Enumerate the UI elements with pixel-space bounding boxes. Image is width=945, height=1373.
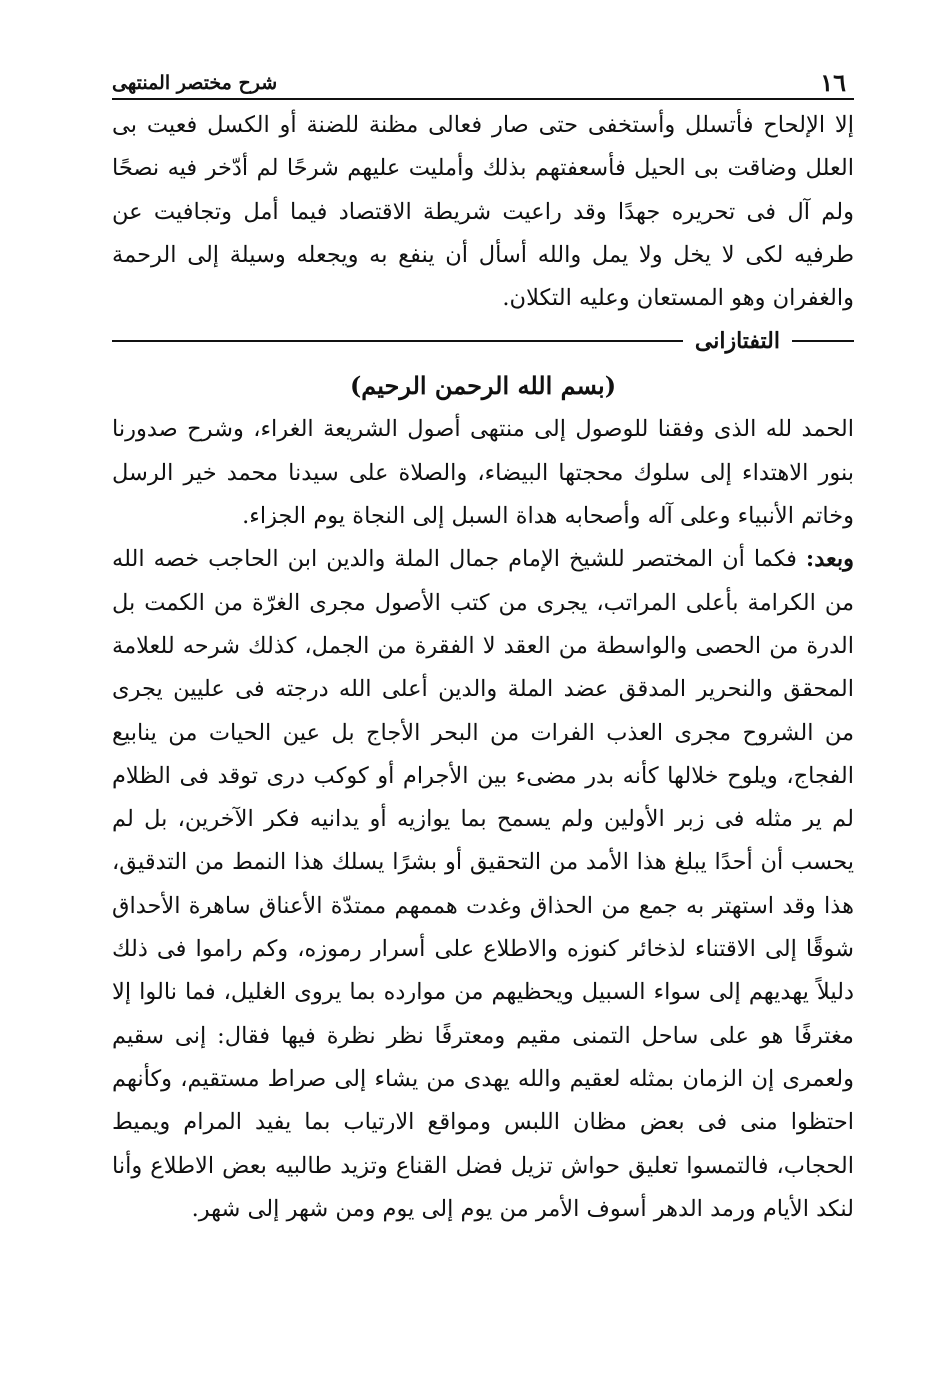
main-paragraph-lead: وبعد: — [805, 546, 854, 573]
book-title: شرح مختصر المنتهى — [112, 72, 278, 94]
page-number: ١٦ — [820, 68, 846, 97]
intro-paragraph: إلا الإلحاح فأتسلل وأستخفى حتى صار فعالى مظنة للضنة أو الكسل فعيت بى العلل وضاقت بى الحيل فأسعفتهم بذلك وأمليت عليهم شرحًا لم أدّخر فيه نصحًا ولم آل فى تحريره جهدًا وقد راعيت شريطة الاقتصاد فيما أمل وتجافيت عن طرفيه لكى لا يخل ولا يمل والله أسأل أن ينفع به ويجعله وسيلة إلى الرحمة والغفران وهو المستعان وعليه التكلان. — [112, 112, 854, 312]
basmala: (بسم الله الرحمن الرحيم) — [349, 371, 617, 401]
main-paragraph — [112, 538, 854, 1231]
section-heading-label: التفتازانى — [694, 328, 780, 355]
heading-rule-right — [792, 340, 854, 342]
hamd-paragraph: الحمد لله الذى وفقنا للوصول إلى منتهى أصول الشريعة الغراء، وشرح صدورنا بنور الاهتداء إلى سلوك محجتها البيضاء، والصلاة على سيدنا محمد خير الرسل وخاتم الأنبياء وعلى آله وأصحابه هداة السبل إلى النجاة يوم الجزاء. — [112, 416, 854, 530]
heading-rule-left — [112, 340, 683, 342]
section-heading — [112, 324, 854, 358]
book-page — [112, 62, 854, 1231]
running-header — [112, 62, 854, 100]
main-paragraph-text: فكما أن المختصر للشيخ الإمام جمال الملة والدين ابن الحاجب خصه الله من الكرامة بأعلى المراتب، يجرى من كتب الأصول مجرى الغرّة من الكمت بل الدرة من الحصى والواسطة من العقد لا الفقرة من الجمل، كذلك شرحه للعلامة المحقق والنحرير المدقق عضد الملة والدين أعلى الله درجته فى عليين يجرى من الشروح مجرى العذب الفرات من البحر الأجاج بل عين الحيات من ينابيع الفجاج، ويلوح خلالها كأنه بدر مضىء بين الأجرام أو كوكب درى توقد فى الظلام لم ير مثله فى زبر الأولين ولم يسمح بما يوازيه أو يدانيه فكر الآخرين، بل لم يحسب أن أحدًا يبلغ هذا الأمد من التحقيق أو بشرًا يسلك هذا النمط من التدقيق، هذا وقد استهتر به جمع من الحذاق وغدت هممهم ممتدّة الأعناق ساهرة الأحداق شوقًا إلى الاقتناء لذخائر كنوزه والاطلاع على أسرار رموزه، وكم راموا فى ذلك دليلاً يهديهم إلى سواء السبيل ويحظيهم من موارده بما يروى الغليل، فما نالوا إلا مغترفًا هو على ساحل التمنى مقيم ومعترفًا نظر نظرة فيها فقال: إنى سقيم ولعمرى إن الزمان بمثله لعقيم والله يهدى من يشاء إلى صراط مستقيم، وكأنهم احتظوا منى فى بعض مظان اللبس ومواقع الارتياب بما يفيد المرام ويميط الحجاب، فالتمسوا تعليق حواش تزيل فضل القناع وتزيد طالبيه بعض الاطلاع وأنا لنكد الأيام ورمد الدهر أسوف الأمر من يوم إلى يوم ومن شهر إلى شهر. — [112, 546, 854, 1222]
